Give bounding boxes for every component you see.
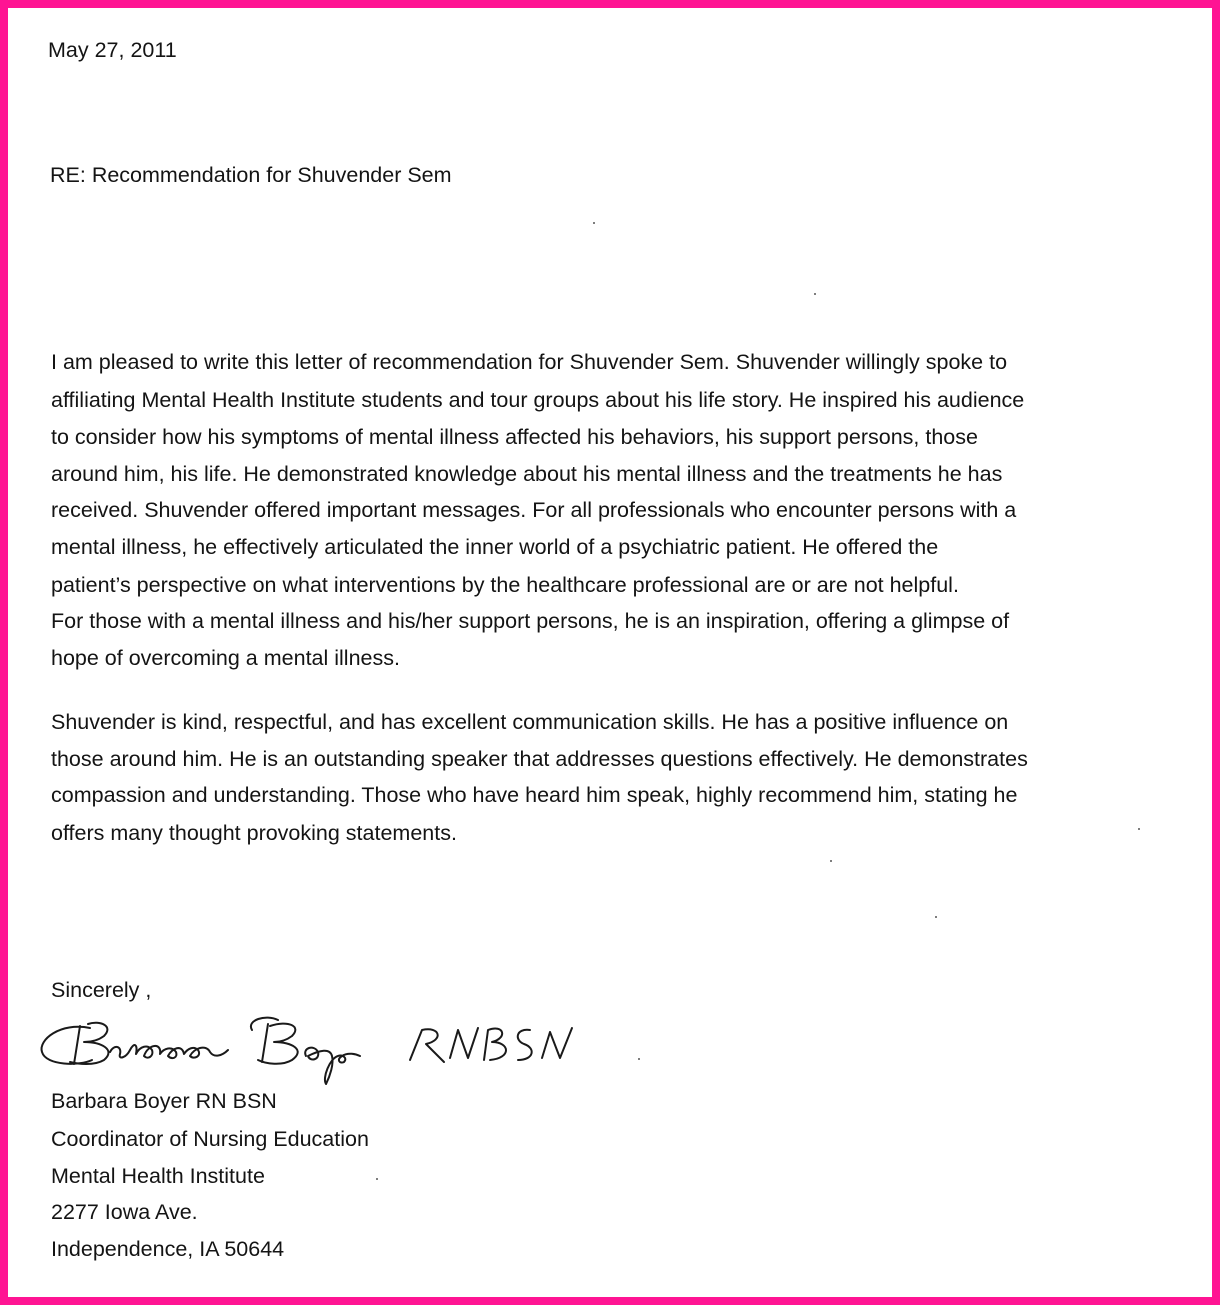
scan-speck — [935, 916, 937, 918]
paragraph-line: to consider how his symptoms of mental illness affected his behaviors, his support persons, those — [51, 425, 978, 449]
paragraph-line: those around him. He is an outstanding speaker that addresses questions effectively. He demonstrates — [51, 747, 1028, 771]
paragraph-line: affiliating Mental Health Institute students and tour groups about his life story. He inspired his audience — [51, 388, 1025, 412]
paragraph-line: received. Shuvender offered important messages. For all professionals who encounter persons with a — [51, 498, 1017, 522]
signer-city-state-zip: Independence, IA 50644 — [51, 1237, 285, 1261]
paragraph-line: For those with a mental illness and his/her support persons, he is an inspiration, offering a glimpse of — [51, 609, 1010, 633]
paragraph-line: patient’s perspective on what interventions by the healthcare professional are or are not helpful. — [51, 573, 959, 597]
scan-speck — [376, 1178, 378, 1180]
paragraph-line: around him, his life. He demonstrated knowledge about his mental illness and the treatments he has — [51, 462, 1003, 486]
letter-date: May 27, 2011 — [48, 38, 177, 62]
scan-speck — [1138, 828, 1140, 830]
scan-speck — [830, 860, 832, 862]
scan-speck — [638, 1058, 640, 1060]
scan-speck — [593, 222, 595, 224]
paragraph-line: mental illness, he effectively articulated the inner world of a psychiatric patient. He offered the — [51, 535, 939, 559]
scan-speck — [814, 293, 816, 295]
signer-street: 2277 Iowa Ave. — [51, 1200, 198, 1224]
signer-title: Coordinator of Nursing Education — [51, 1127, 369, 1151]
signer-name: Barbara Boyer RN BSN — [51, 1089, 277, 1113]
handwritten-signature — [30, 1000, 630, 1100]
signer-organization: Mental Health Institute — [51, 1164, 265, 1188]
paragraph-line: compassion and understanding. Those who have heard him speak, highly recommend him, stating he — [51, 783, 1018, 807]
paragraph-line: I am pleased to write this letter of recommendation for Shuvender Sem. Shuvender willingly spoke to — [51, 350, 1008, 374]
closing: Sincerely , — [51, 978, 152, 1002]
paragraph-line: Shuvender is kind, respectful, and has excellent communication skills. He has a positive influence on — [51, 710, 1009, 734]
letter-subject: RE: Recommendation for Shuvender Sem — [50, 163, 452, 187]
paragraph-line: offers many thought provoking statements. — [51, 821, 457, 845]
paragraph-line: hope of overcoming a mental illness. — [51, 646, 400, 670]
